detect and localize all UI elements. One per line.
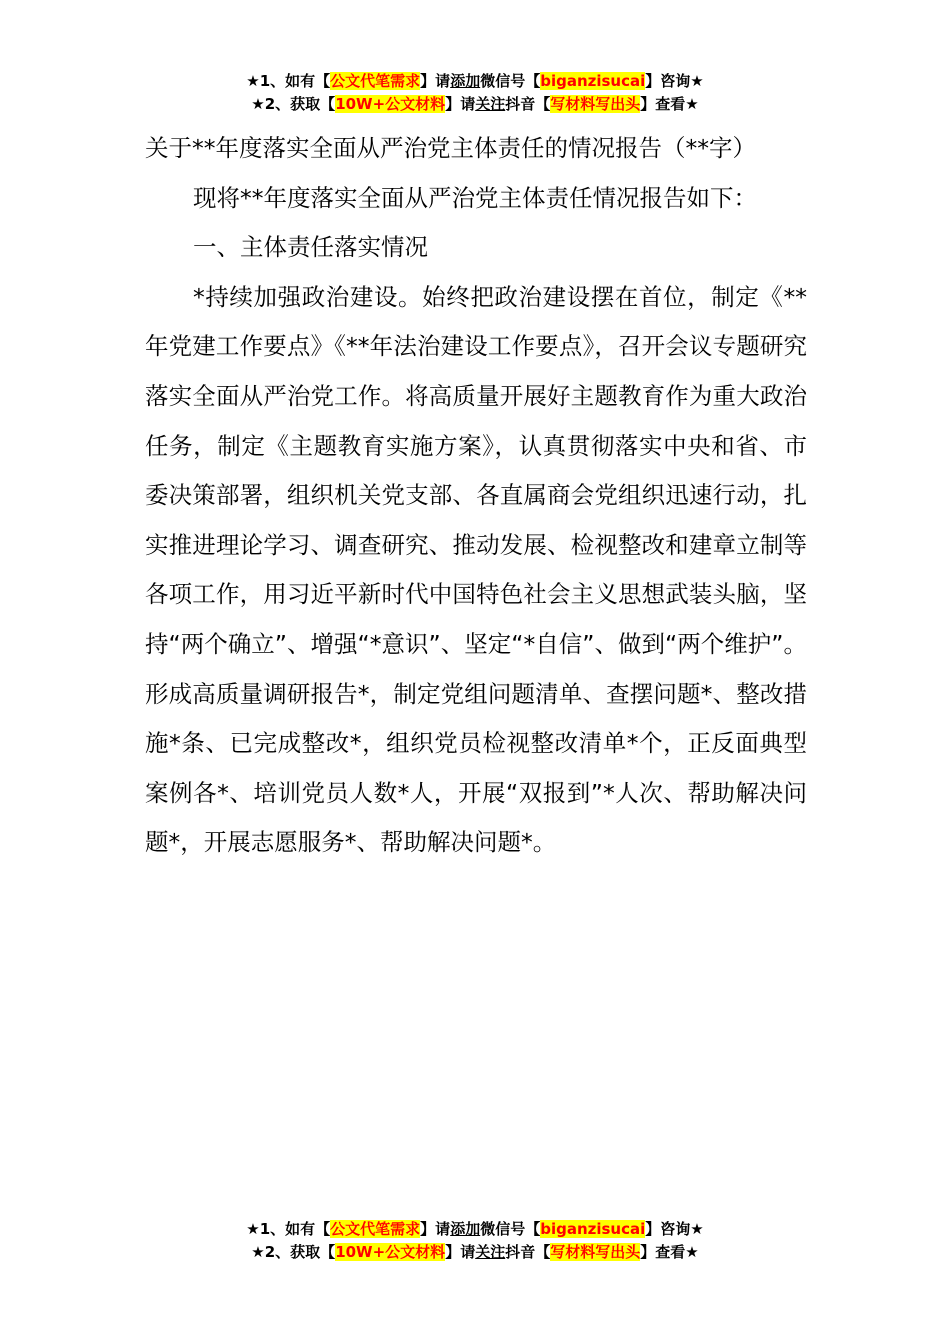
banner-emphasis: 添加	[450, 1220, 481, 1238]
banner-line-2: ★2、获取【10W+公文材料】请关注抖音【写材料写出头】查看★	[251, 1243, 699, 1261]
section-heading: 一、主体责任落实情况	[193, 233, 428, 262]
banner-highlight-materials: 10W+公文材料	[335, 1243, 446, 1261]
banner-highlight-douyin: 写材料写出头	[550, 95, 641, 113]
banner-line-1: ★1、如有【公文代笔需求】请添加微信号【biganzisucai】咨询★	[246, 1220, 704, 1238]
banner-highlight-service: 公文代笔需求	[330, 1220, 421, 1238]
banner-highlight-wechat: biganzisucai	[540, 72, 646, 90]
banner-highlight-service: 公文代笔需求	[330, 72, 421, 90]
banner-line-1: ★1、如有【公文代笔需求】请添加微信号【biganzisucai】咨询★	[246, 72, 704, 90]
body-paragraph: *持续加强政治建设。始终把政治建设摆在首位，制定《**年党建工作要点》《**年法治建设工作要点》，召开会议专题研究落实全面从严治党工作。将高质量开展好主题教育作为重大政治任务，制定《主题教育实施方案》，认真贯彻落实中央和省、市委决策部署，组织机关党支部、各直属商会党组织迅速行动，扎实推进理论学习、调查研究、推动发展、检视整改和建章立制等各项工作，用习近平新时代中国特色社会主义思想武装头脑，坚持“两个确立”、增强“*意识”、坚定“*自信”、做到“两个维护”。形成高质量调研报告*，制定党组问题清单、查摆问题*、整改措施*条、已完成整改*，组织党员检视整改清单*个，正反面典型案例各*、培训党员人数*人，开展“双报到”*人次、帮助解决问题*，开展志愿服务*、帮助解决问题*。	[145, 282, 807, 857]
header-banner	[0, 70, 950, 116]
banner-line-2: ★2、获取【10W+公文材料】请关注抖音【写材料写出头】查看★	[251, 95, 699, 113]
banner-emphasis: 关注	[475, 1243, 506, 1261]
banner-highlight-douyin: 写材料写出头	[550, 1243, 641, 1261]
footer-banner	[0, 1218, 950, 1264]
banner-emphasis: 关注	[475, 95, 506, 113]
banner-highlight-wechat: biganzisucai	[540, 1220, 646, 1238]
document-title: 关于**年度落实全面从严治党主体责任的情况报告（**字）	[145, 134, 756, 162]
banner-highlight-materials: 10W+公文材料	[335, 95, 446, 113]
banner-emphasis: 添加	[450, 72, 481, 90]
intro-paragraph: 现将**年度落实全面从严治党主体责任情况报告如下：	[193, 183, 757, 212]
document-body	[145, 124, 807, 868]
